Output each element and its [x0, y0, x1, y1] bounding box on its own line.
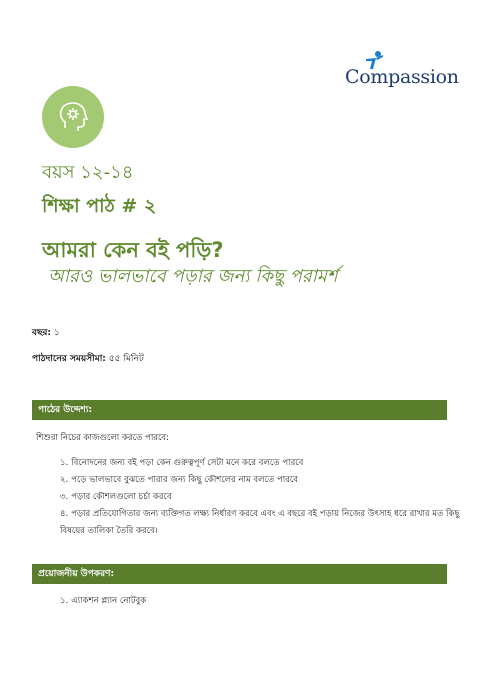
materials-heading: প্রয়োজনীয় উপকরণ: — [32, 564, 447, 584]
list-item-continuation: বিষয়ের তালিকা তৈরি করবে। — [60, 526, 158, 536]
objectives-list — [60, 455, 460, 540]
year-line — [32, 325, 60, 340]
materials-list — [60, 594, 146, 608]
list-item: ৩. পড়ার কৌশলগুলো চর্চা করবে — [60, 492, 172, 502]
duration-value: ৫৫ মিনিট — [108, 354, 144, 364]
logo-text: Compassion — [345, 66, 459, 88]
duration-label: পাঠদানের সময়সীমা: — [32, 354, 106, 364]
page-title: আমরা কেন বই পড়ি? — [42, 238, 224, 262]
lesson-number: শিক্ষা পাঠ # ২ — [42, 195, 157, 217]
list-item: ১. এ্যাকশন প্ল্যান নোটবুক — [60, 596, 147, 606]
list-item: ৪. পড়ার প্রতিযোগিতার জন্য ব্যক্তিগত লক্ষ্য নির্ধারণ করবে এবং এ বছরে বই পড়ায় নিজের উৎসাহ ধরে রাখার মত কিছু — [60, 509, 460, 519]
lesson-badge — [42, 86, 104, 148]
compassion-logo — [345, 50, 459, 90]
year-value: ১ — [53, 328, 60, 338]
list-item: ২. পড়ে ভালভাবে বুঝতে পারার জন্য কিছু কৌশলের নাম বলতে পারবে — [60, 475, 299, 485]
duration-line — [32, 351, 144, 366]
year-label: বছর: — [32, 328, 52, 338]
list-item: ১. বিনোদনের জন্য বই পড়া কেন গুরুত্বপূর্ণ সেটা মনে করে বলতে পারবে — [60, 458, 304, 468]
objectives-heading: পাঠের উদ্দেশ্য: — [32, 400, 447, 420]
page-subtitle: আরও ভালভাবে পড়ার জন্য কিছু পরামর্শ — [48, 266, 338, 287]
head-gear-icon — [56, 100, 90, 134]
objectives-intro: শিশুরা নিচের কাজগুলো করতে পারবে: — [36, 433, 170, 443]
age-range: বয়স ১২-১৪ — [42, 162, 134, 183]
